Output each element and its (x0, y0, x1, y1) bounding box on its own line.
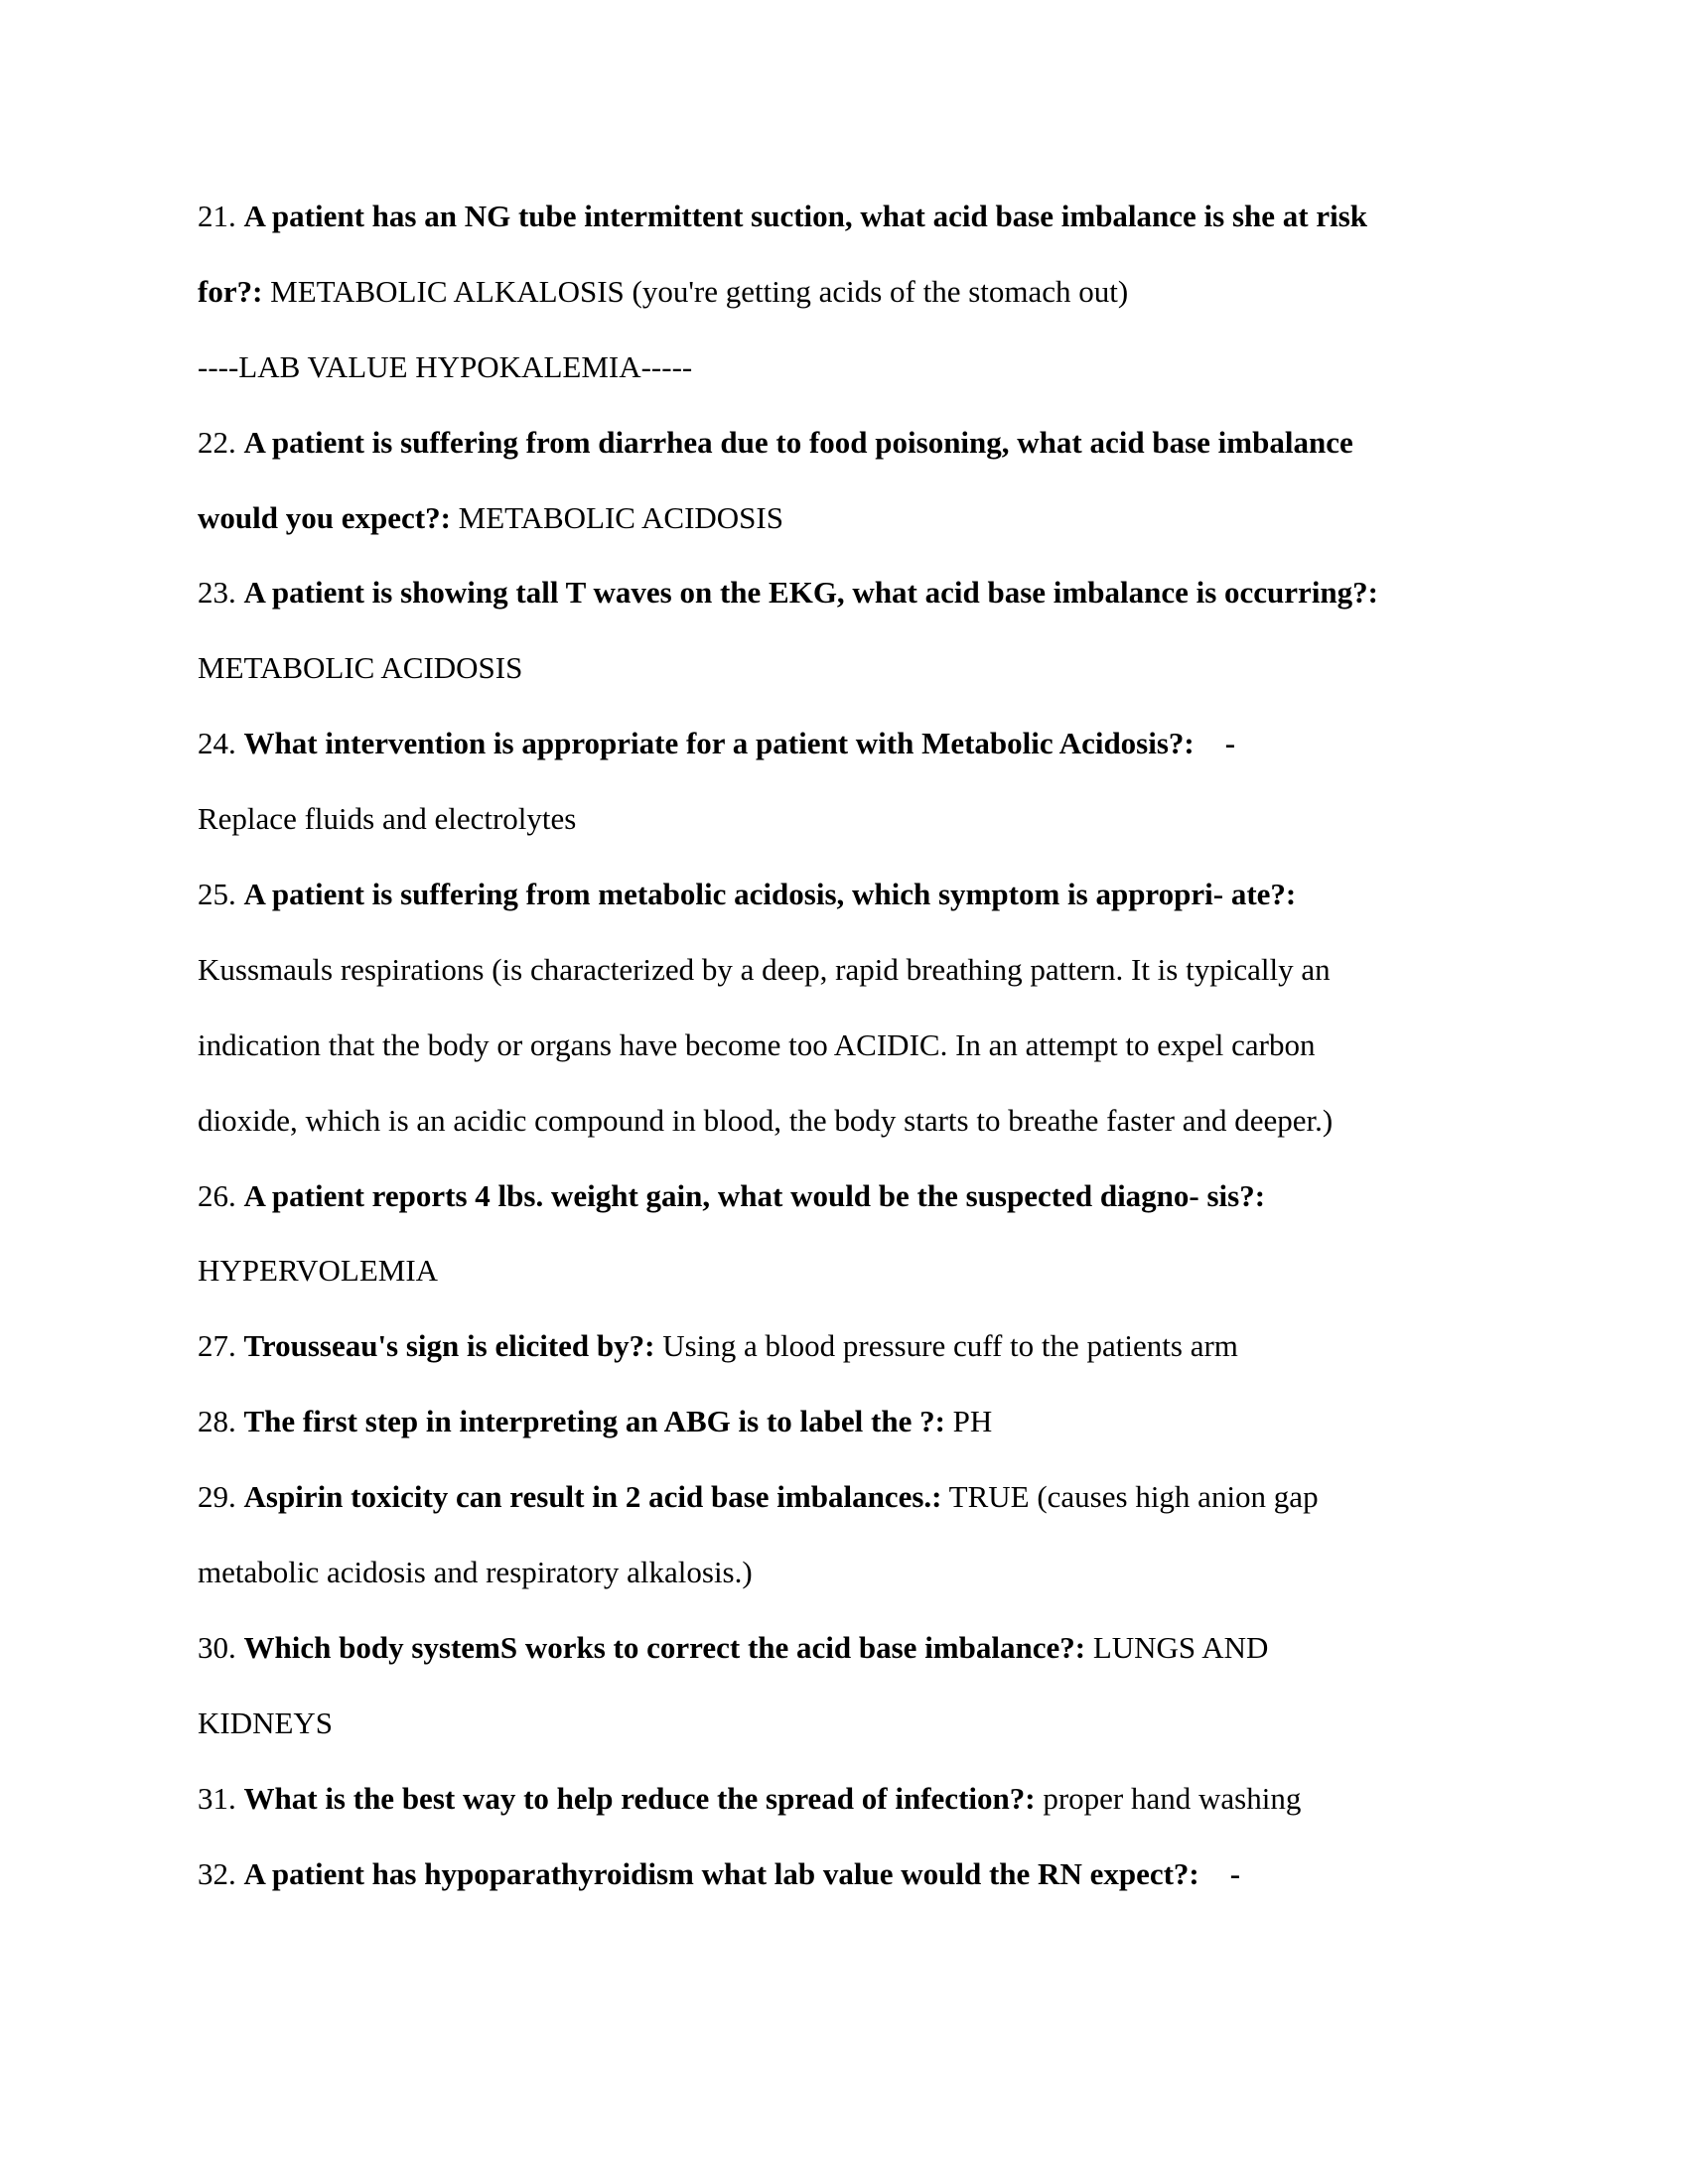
text-line (198, 1233, 1588, 1308)
text-line (198, 1686, 1588, 1761)
text-line (198, 1159, 1588, 1234)
text-line (198, 1083, 1588, 1159)
answer-text: 32. (198, 1855, 244, 1891)
text-line (198, 1459, 1588, 1535)
question-text: The first step in interpreting an ABG is to label the ?: (243, 1404, 945, 1439)
answer-text: dioxide, which is an acidic compound in blood, the body starts to breathe faster and deeper.) (198, 1102, 1334, 1138)
text-line (198, 480, 1588, 556)
text-line (198, 179, 1588, 254)
text-line (198, 1535, 1588, 1610)
answer-text: LUNGS AND (1085, 1629, 1269, 1665)
answer-text: 21. (198, 199, 244, 233)
answer-text: 24. (198, 726, 244, 761)
answer-text: proper hand washing (1035, 1780, 1302, 1816)
answer-text: METABOLIC ACIDOSIS (450, 499, 783, 535)
answer-text: Using a blood pressure cuff to the patients arm (654, 1328, 1238, 1364)
answer-text: METABOLIC ACIDOSIS (198, 650, 523, 686)
answer-text: ----LAB VALUE HYPOKALEMIA----- (198, 348, 693, 384)
text-line (198, 1008, 1588, 1083)
question-text: A patient is suffering from metabolic acidosis, which symptom is appropri- ate?: (243, 877, 1297, 912)
answer-text: HYPERVOLEMIA (198, 1253, 439, 1289)
question-text: A patient reports 4 lbs. weight gain, what would be the suspected diagno- sis?: (243, 1177, 1266, 1213)
answer-text: METABOLIC ALKALOSIS (you're getting acids of the stomach out) (262, 273, 1129, 309)
answer-text: 31. (198, 1780, 244, 1816)
question-text: Which body systemS works to correct the acid base imbalance?: (243, 1629, 1086, 1665)
text-line (198, 932, 1588, 1008)
answer-text: 29. (198, 1479, 244, 1515)
answer-text: Kussmauls respirations (is characterized by a deep, rapid breathing pattern. It is typically an (198, 951, 1331, 987)
text-line (198, 1384, 1588, 1459)
question-text: A patient is showing tall T waves on the EKG, what acid base imbalance is occurring?: (243, 575, 1378, 611)
text-line (198, 254, 1588, 330)
document-page-body (198, 179, 1588, 1911)
question-text: What intervention is appropriate for a patient with Metabolic Acidosis?: - (243, 726, 1236, 761)
answer-text: 23. (198, 575, 244, 611)
answer-text: metabolic acidosis and respiratory alkalosis.) (198, 1555, 753, 1590)
text-line (198, 330, 1588, 405)
answer-text: 30. (198, 1629, 244, 1665)
text-line (198, 555, 1588, 630)
text-line (198, 857, 1588, 932)
text-line (198, 1610, 1588, 1686)
text-line (198, 1837, 1588, 1912)
question-text: A patient has an NG tube intermittent suction, what acid base imbalance is she at risk (243, 199, 1368, 233)
answer-text: 22. (198, 424, 244, 460)
answer-text: 26. (198, 1177, 244, 1213)
text-line (198, 405, 1588, 480)
question-text: Trousseau's sign is elicited by?: (243, 1328, 655, 1364)
answer-text: 28. (198, 1404, 244, 1439)
question-text: A patient is suffering from diarrhea due to food poisoning, what acid base imbalance (243, 424, 1353, 460)
answer-text: KIDNEYS (198, 1705, 334, 1740)
text-line (198, 1308, 1588, 1384)
answer-text: indication that the body or organs have become too ACIDIC. In an attempt to expel carbon (198, 1026, 1316, 1062)
text-line (198, 781, 1588, 857)
text-line (198, 1761, 1588, 1837)
answer-text: Replace fluids and electrolytes (198, 801, 577, 837)
question-text: Aspirin toxicity can result in 2 acid base imbalances.: (243, 1479, 942, 1515)
answer-text: 25. (198, 877, 244, 912)
answer-text: PH (944, 1404, 993, 1439)
text-line (198, 630, 1588, 706)
question-text: for?: (198, 273, 263, 309)
question-text: A patient has hypoparathyroidism what lab value would the RN expect?: - (243, 1855, 1241, 1891)
answer-text: TRUE (causes high anion gap (941, 1479, 1319, 1515)
question-text: What is the best way to help reduce the spread of infection?: (243, 1780, 1036, 1816)
answer-text: 27. (198, 1328, 244, 1364)
question-text: would you expect?: (198, 499, 451, 535)
text-line (198, 706, 1588, 781)
